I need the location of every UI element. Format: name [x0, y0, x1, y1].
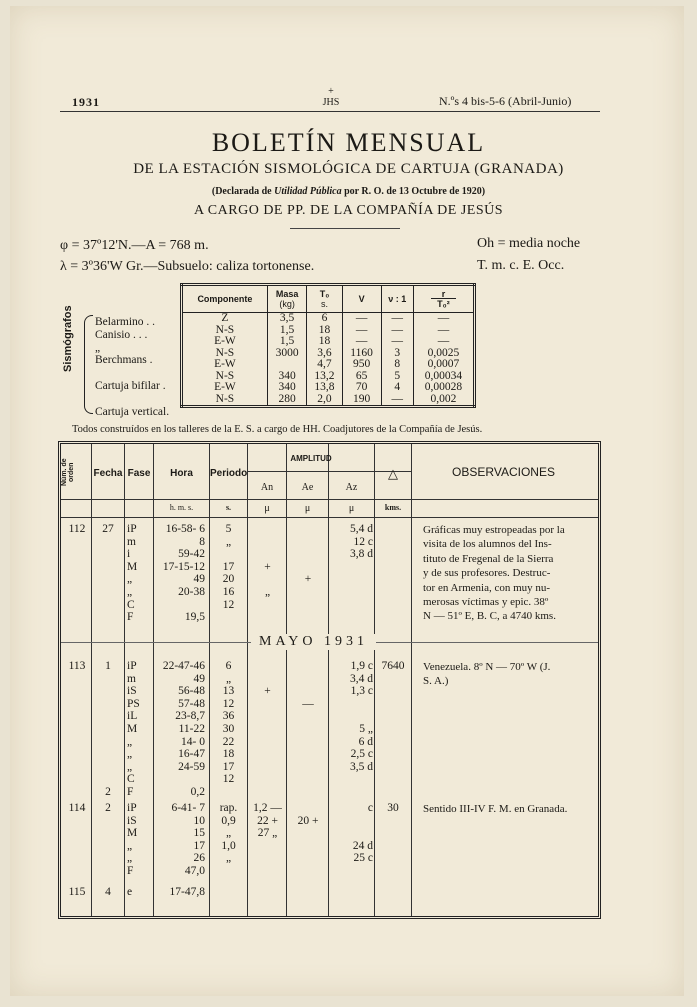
cell-hora: 17	[193, 839, 205, 852]
cell-az: 3,4 d	[350, 672, 373, 685]
seismograph-cell: N-S	[215, 323, 235, 336]
cell-hora: 56-48	[178, 685, 205, 698]
cell-hora: 23-8,7	[175, 710, 205, 723]
cell-periodo: 12	[222, 598, 235, 611]
cell-fase: „	[127, 839, 133, 852]
seismograph-cell: E-W	[214, 335, 236, 347]
seismograph-cell: 18	[307, 336, 342, 348]
entry-number: 115	[68, 886, 86, 898]
entry-date: 1	[105, 660, 111, 672]
entry-observations	[423, 802, 567, 816]
cell-periodo: 30	[222, 723, 235, 735]
cell-periodo: „	[225, 852, 232, 865]
month-heading: MAYO 1931	[251, 634, 376, 650]
cell-periodo: 22	[222, 735, 235, 748]
cell-fase: m	[127, 672, 136, 685]
seismograph-cell: 3,5	[267, 313, 306, 325]
cell-periodo: 16	[222, 586, 235, 598]
cell-hora: 19,5	[184, 611, 205, 624]
seismograph-cell: N-S	[215, 392, 235, 405]
seismograph-name: Berchmans .	[95, 354, 153, 367]
cell-az: c	[367, 802, 373, 814]
seismographs-label: Sismógrafos	[62, 305, 74, 372]
cell-an: 27 „	[257, 827, 278, 840]
col-t0: T₀ s.	[307, 285, 342, 313]
seismograph-cell: 13,8	[307, 382, 342, 394]
unit-ae: μ	[304, 503, 311, 514]
cell-hora: 22-47-46	[162, 660, 205, 672]
cell-fase: iP	[127, 802, 137, 814]
cell-fase: „	[127, 735, 133, 748]
seismograph-name	[95, 366, 169, 379]
cell-hora: 47,0	[184, 865, 205, 877]
seismograph-row	[182, 382, 475, 394]
cell-periodo: 0,9	[221, 814, 236, 827]
seismograph-cell: 190	[342, 394, 381, 407]
cell-fase: „	[127, 852, 133, 865]
seismograph-cell: 1,5	[267, 336, 306, 348]
cell-fase: PS	[127, 697, 140, 710]
seismograph-row	[182, 394, 475, 407]
unit-hora: h. m. s.	[169, 503, 194, 512]
entry-distance: 30	[387, 802, 399, 814]
cell-periodo: 5	[225, 523, 232, 535]
cell-fase: F	[127, 611, 134, 624]
observation-line: y de sus profesores. Destruc-	[423, 567, 551, 580]
cell-ae: —	[302, 697, 314, 710]
observation-line: merosas víctimas y epic. 38º	[423, 596, 549, 609]
header-an: An	[260, 482, 274, 493]
seismograph-cell: 18	[307, 325, 342, 337]
cell-periodo: 12	[222, 697, 235, 710]
cell-hora: 0,2	[190, 786, 205, 798]
cell-fase: i	[127, 548, 131, 561]
seismograph-cell	[267, 359, 306, 371]
seismograph-cell: —	[413, 336, 474, 348]
cell-fase: M	[127, 723, 138, 735]
seismograph-cell: N-S	[215, 346, 235, 359]
entry-number: 112	[68, 523, 86, 535]
construction-note: Todos construídos en los talleres de la E. S. a cargo de HH. Coadjutores de la Compañía de Jesús.	[72, 424, 483, 435]
header-amplitud: AMPLITUD	[290, 454, 332, 463]
brace	[84, 315, 93, 414]
seismograph-name: „	[95, 341, 101, 354]
col-nu: ν : 1	[381, 285, 413, 313]
entry-date: 2	[105, 786, 111, 798]
seismograph-cell: 5	[381, 371, 413, 383]
seismograph-cell: Z	[221, 312, 229, 324]
cell-periodo: 17	[222, 760, 235, 773]
jhs-text: JHS	[322, 97, 340, 108]
earthquake-table	[58, 441, 601, 919]
cell-hora: 16-58- 6	[165, 523, 205, 535]
cell-hora: 17-47,8	[169, 886, 205, 898]
cell-periodo: 6	[225, 660, 232, 672]
cell-periodo: 18	[222, 748, 235, 761]
longitude: λ = 3º36'W Gr.—Subsuelo: caliza tortonense.	[60, 259, 315, 274]
seismograph-cell: —	[413, 325, 474, 337]
seismograph-cell: —	[381, 313, 413, 325]
cell-hora: 20-38	[178, 586, 205, 598]
cell-an: 1,2 —	[253, 802, 282, 814]
observation-line: S. A.)	[423, 675, 449, 688]
time-zone: T. m. c. E. Occ.	[477, 258, 565, 273]
seismograph-cell: 280	[267, 394, 306, 407]
cell-hora: 24-59	[178, 760, 205, 773]
bulletin-title: BOLETÍN MENSUAL	[211, 128, 486, 157]
header-az: Az	[345, 482, 358, 493]
entry-observations	[423, 660, 550, 689]
seismograph-name: Canisio . . .	[95, 328, 148, 341]
seismograph-cell: 70	[342, 382, 381, 394]
observation-line: tor en Armenia, con muy nu-	[423, 581, 551, 594]
cell-fase: iP	[127, 523, 137, 535]
seismograph-cell: 4	[381, 382, 413, 394]
cell-az: 3,5 d	[350, 760, 373, 773]
seismograph-cell: 0,002	[413, 394, 474, 407]
cell-an: +	[264, 685, 271, 698]
seismograph-name: Cartuja bifilar .	[95, 379, 166, 392]
declaration: (Declarada de Utilidad Pública por R. O. de 13 Octubre de 1920)	[211, 186, 486, 197]
cell-periodo: „	[225, 535, 232, 548]
observation-line: tituto de Fregenal de la Sierra	[423, 552, 554, 565]
cell-fase: iP	[127, 660, 137, 672]
cell-hora: 59-42	[178, 548, 205, 561]
header-hora: Hora	[170, 468, 193, 479]
cell-hora: 49	[193, 573, 205, 586]
seismograph-name: Belarmino . .	[95, 316, 156, 328]
cell-periodo: 20	[222, 573, 235, 586]
seismograph-name: Cartuja vertical.	[95, 405, 170, 418]
cell-periodo: 13	[222, 685, 235, 698]
seismograph-cell: 3000	[267, 348, 306, 360]
header-observaciones: OBSERVACIONES	[452, 465, 555, 479]
unit-az: μ	[348, 503, 355, 514]
cell-periodo: rap.	[219, 802, 238, 814]
cell-az: 12 c	[353, 535, 373, 548]
observation-line: Venezuela. 8º N — 70º W (J.	[423, 661, 551, 673]
col-componente: Componente	[182, 285, 268, 313]
seismograph-cell: 340	[267, 382, 306, 394]
col-v: V	[342, 285, 381, 313]
latitude: φ = 37º12'N.—A = 768 m.	[60, 238, 209, 253]
seismograph-cell: N-S	[215, 369, 235, 382]
header-fecha: Fecha	[93, 468, 123, 479]
header-periodo: Periodo	[210, 468, 248, 479]
seismograph-cell: —	[342, 313, 381, 325]
cell-fase: e	[127, 886, 133, 898]
seismograph-row	[182, 313, 475, 325]
observation-line: visita de los alumnos del Ins-	[423, 538, 552, 551]
cell-hora: 57-48	[178, 697, 205, 710]
entry-date: 27	[102, 523, 114, 535]
cell-az: 25 c	[353, 852, 373, 865]
seismograph-cell: E-W	[214, 358, 236, 370]
seismograph-name	[95, 392, 169, 405]
cell-hora: 15	[193, 827, 205, 840]
title-rule	[290, 228, 400, 229]
jhs-emblem	[316, 86, 346, 108]
cell-fase: F	[127, 865, 134, 877]
cell-an: „	[264, 586, 271, 598]
cell-fase: „	[127, 760, 133, 773]
cell-hora: 26	[193, 852, 205, 865]
seismograph-cell: —	[413, 313, 474, 325]
cell-periodo: 36	[222, 710, 235, 723]
cell-fase: iS	[127, 814, 137, 827]
cell-periodo: „	[225, 827, 232, 840]
cell-an: +	[264, 560, 271, 573]
cell-az: 24 d	[352, 839, 373, 852]
seismograph-cell: 65	[342, 371, 381, 383]
seismograph-row	[182, 359, 475, 371]
seismograph-row	[182, 336, 475, 348]
seismograph-cell: —	[381, 394, 413, 407]
seismograph-cell: 340	[267, 371, 306, 383]
seismograph-cell: —	[381, 325, 413, 337]
cell-hora: 14- 0	[181, 735, 205, 748]
time-reference: Oh = media noche	[477, 236, 581, 251]
header-fase: Fase	[127, 468, 151, 479]
entry-number: 113	[68, 660, 86, 672]
station-subtitle: DE LA ESTACIÓN SISMOLÓGICA DE CARTUJA (GRANADA)	[133, 161, 564, 177]
cell-fase: m	[127, 535, 136, 548]
cell-fase: „	[127, 748, 133, 761]
cell-az: 5 „	[359, 723, 373, 735]
seismograph-cell: 0,0025	[413, 348, 474, 360]
cell-hora: 10	[193, 814, 205, 827]
cell-fase: „	[127, 586, 133, 598]
entry-number: 114	[68, 802, 86, 814]
cell-az: 1,9 c	[350, 660, 373, 672]
header-rule	[60, 111, 600, 112]
seismograph-cell: 13,2	[307, 371, 342, 383]
seismograph-cell: —	[381, 336, 413, 348]
entry-distance: 7640	[381, 660, 405, 672]
seismograph-cell: 950	[342, 359, 381, 371]
cell-az: 5,4 d	[350, 523, 373, 535]
seismograph-cell: —	[342, 336, 381, 348]
cell-hora: 16-47	[178, 748, 205, 761]
observation-line: Sentido III-IV F. M. en Granada.	[423, 803, 568, 815]
seismograph-cell: 0,00028	[413, 382, 474, 394]
seismograph-cell: 2,0	[307, 394, 342, 407]
cell-hora: 6-41- 7	[171, 802, 205, 814]
cell-fase: F	[127, 786, 134, 798]
cell-periodo: 1,0	[221, 839, 236, 852]
seismograph-cell: 1,5	[267, 325, 306, 337]
header-ae: Ae	[301, 482, 314, 493]
issue-number: N.ºs 4 bis-5-6 (Abril-Junio)	[439, 94, 572, 108]
cell-periodo: 17	[222, 560, 235, 573]
cell-fase: C	[127, 773, 135, 786]
cell-hora: 8	[199, 535, 205, 548]
year: 1931	[72, 95, 100, 109]
seismograph-cell: E-W	[214, 381, 236, 393]
cell-fase: M	[127, 560, 138, 573]
unit-periodo: s.	[225, 503, 232, 512]
cell-az: 3,8 d	[350, 548, 373, 561]
seismograph-cell: —	[342, 325, 381, 337]
cell-fase: iS	[127, 685, 137, 698]
entry-date: 4	[105, 886, 111, 898]
cell-fase: iL	[127, 710, 138, 723]
seismograph-names	[95, 315, 169, 417]
cell-az: 2,5 c	[350, 748, 373, 761]
cell-ae: 20 +	[297, 814, 319, 827]
observation-line: N — 51º E, B. C, a 4740 kms.	[423, 610, 556, 623]
entry-date: 2	[105, 802, 111, 814]
observation-line: Gráficas muy estropeadas por la	[423, 524, 565, 536]
cell-periodo: 12	[222, 773, 235, 786]
col-masa: Masa (kg)	[267, 285, 306, 313]
charge-line: A CARGO DE PP. DE LA COMPAÑÍA DE JESÚS	[193, 203, 504, 218]
seismograph-cell: 3	[381, 348, 413, 360]
seismograph-cell: 0,0007	[413, 359, 474, 371]
col-r: r T₀²	[413, 285, 474, 313]
cell-fase: M	[127, 827, 138, 840]
cell-az: 1,3 c	[350, 685, 373, 698]
cell-fase: C	[127, 598, 135, 611]
header-num: Núm. de orden	[61, 458, 75, 486]
seismograph-cell: 1160	[342, 348, 381, 360]
seismograph-cell: 8	[381, 359, 413, 371]
delta-icon: △	[388, 466, 398, 481]
seismograph-cell: 6	[307, 313, 342, 325]
seismograph-table	[180, 283, 476, 408]
seismograph-cell: 3,6	[307, 348, 342, 360]
seismograph-cell: 0,00034	[413, 371, 474, 383]
cell-hora: 49	[193, 672, 205, 685]
cell-hora: 11-22	[178, 723, 205, 735]
unit-an: μ	[264, 503, 270, 514]
cell-ae: +	[304, 573, 312, 586]
seismograph-cell: 4,7	[307, 359, 342, 371]
cell-an: 22 +	[257, 814, 278, 827]
cell-periodo: „	[225, 672, 232, 685]
cell-fase: „	[127, 573, 133, 586]
cell-az: 6 d	[358, 735, 373, 748]
unit-delta: kms.	[384, 503, 402, 512]
entry-observations	[423, 523, 565, 624]
cross-icon: +	[328, 86, 334, 97]
cell-hora: 17-15-12	[162, 560, 205, 573]
